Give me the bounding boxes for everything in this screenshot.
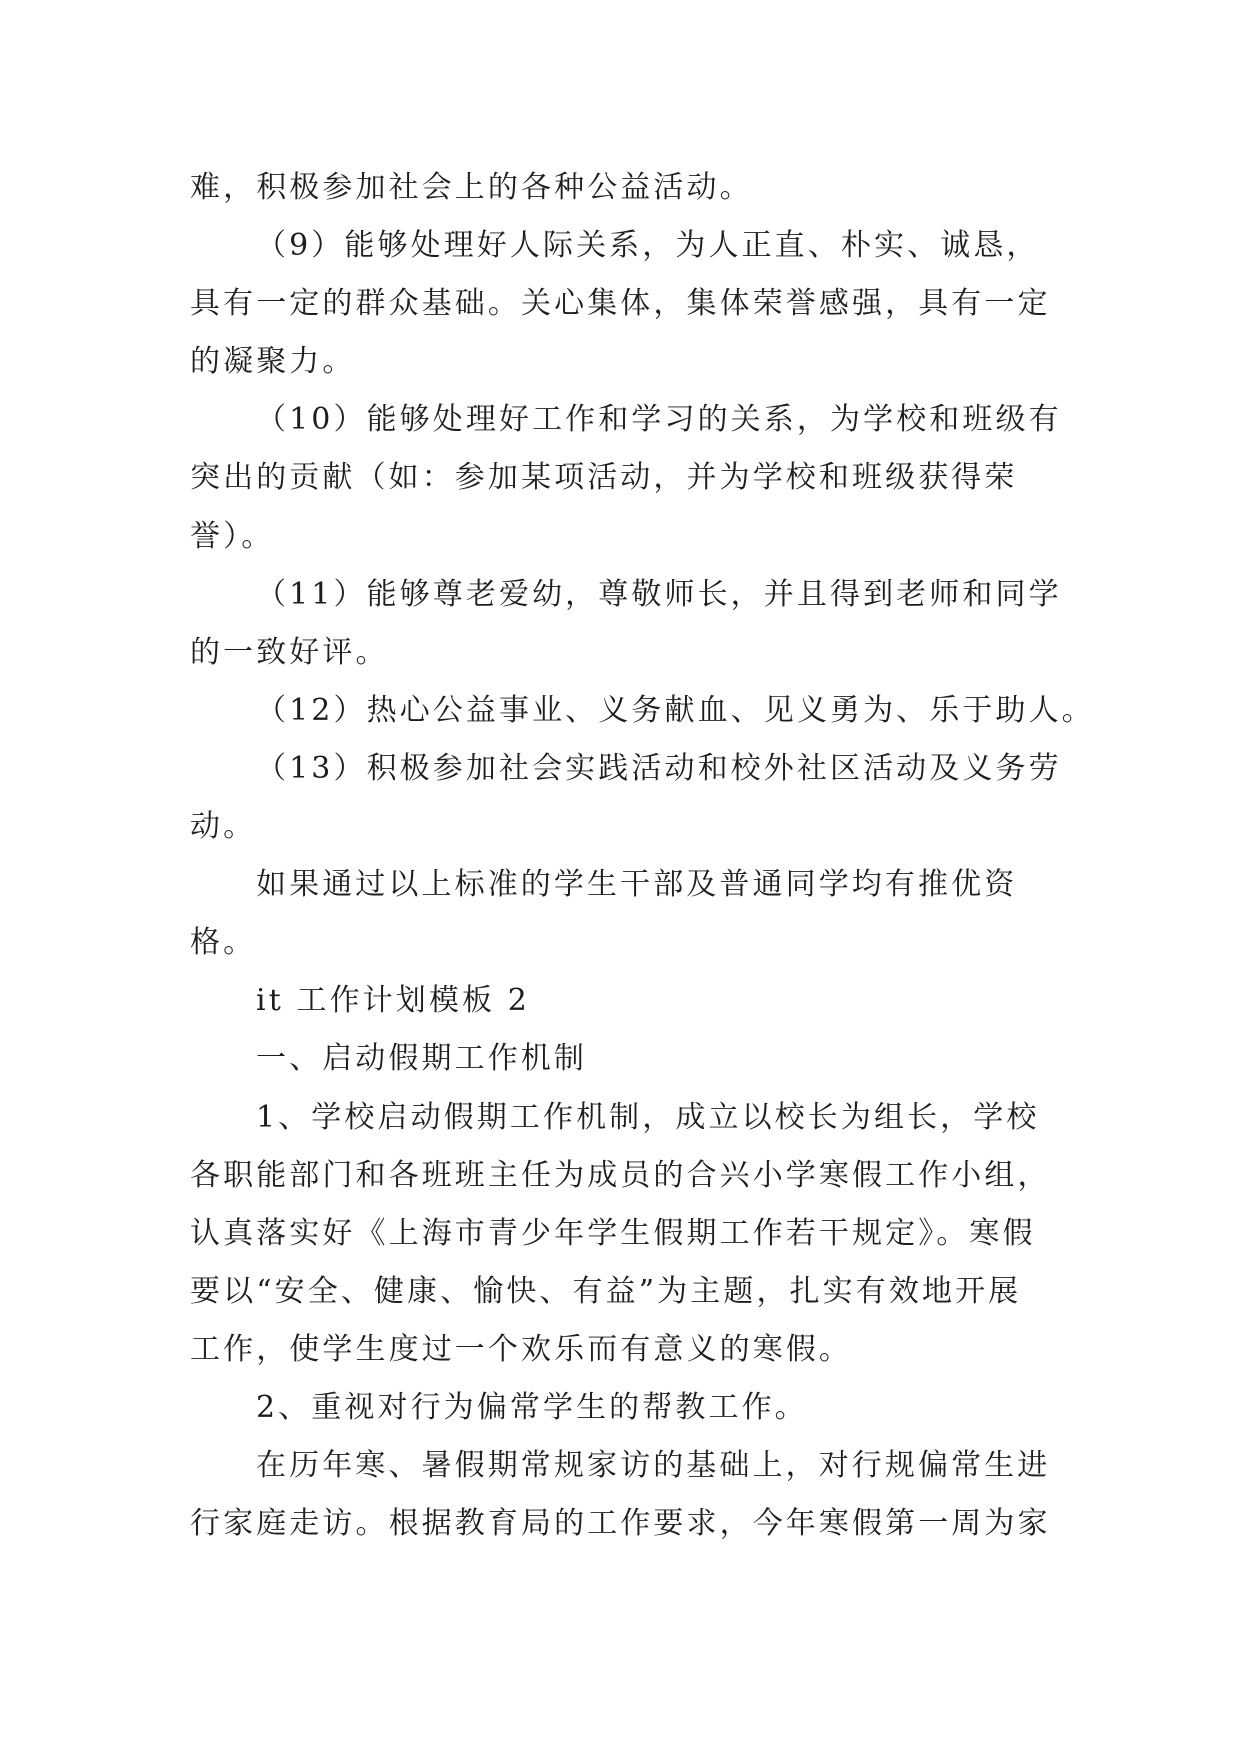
text-line: （11）能够尊老爱幼，尊敬师长，并且得到老师和同学 bbox=[256, 576, 1062, 612]
paragraph-point-2 bbox=[190, 1379, 1091, 1437]
text-line: 工作，使学生度过一个欢乐而有意义的寒假。 bbox=[190, 1331, 852, 1367]
text-line: 动。 bbox=[190, 809, 257, 845]
section-title: it 工作计划模板 2 bbox=[256, 983, 530, 1019]
paragraph-conclusion bbox=[190, 856, 1091, 972]
text-line: 要以“安全、健康、愉快、有益”为主题，扎实有效地开展 bbox=[190, 1273, 1022, 1309]
paragraph-item-10 bbox=[190, 391, 1091, 565]
text-line: 各职能部门和各班班主任为成员的合兴小学寒假工作小组， bbox=[190, 1157, 1051, 1193]
paragraph-item-11 bbox=[190, 566, 1091, 682]
text-line: 在历年寒、暑假期常规家访的基础上，对行规偏常生进 bbox=[256, 1448, 1051, 1484]
text-line: 格。 bbox=[190, 925, 257, 961]
text-line: 突出的贡献（如：参加某项活动，并为学校和班级获得荣 bbox=[190, 460, 1018, 496]
text-line: 的一致好评。 bbox=[190, 634, 389, 670]
text-line: 的凝聚力。 bbox=[190, 344, 356, 380]
paragraph-item-12 bbox=[190, 682, 1095, 740]
text-line: 誉）。 bbox=[190, 518, 275, 554]
section-heading bbox=[190, 972, 1091, 1030]
subsection-title: 一、启动假期工作机制 bbox=[256, 1041, 587, 1077]
text-line: 行家庭走访。根据教育局的工作要求，今年寒假第一周为家 bbox=[190, 1506, 1051, 1542]
text-line: 认真落实好《上海市青少年学生假期工作若干规定》。寒假 bbox=[190, 1215, 1036, 1251]
text-line: 1、学校启动假期工作机制，成立以校长为组长，学校 bbox=[256, 1099, 1040, 1135]
text-line: （13）积极参加社会实践活动和校外社区活动及义务劳 bbox=[256, 750, 1062, 786]
paragraph-continuation bbox=[190, 159, 1091, 217]
paragraph-item-13 bbox=[190, 740, 1091, 856]
text-line: （10）能够处理好工作和学习的关系，为学校和班级有 bbox=[256, 402, 1062, 438]
text-line: 如果通过以上标准的学生干部及普通同学均有推优资 bbox=[256, 867, 1018, 903]
paragraph-point-1 bbox=[190, 1089, 1091, 1379]
paragraph-home-visits bbox=[190, 1437, 1091, 1553]
text-line: 具有一定的群众基础。关心集体，集体荣誉感强，具有一定 bbox=[190, 286, 1051, 322]
section-subheading bbox=[190, 1030, 1091, 1088]
paragraph-item-9 bbox=[190, 217, 1091, 391]
text-line: 2、重视对行为偏常学生的帮教工作。 bbox=[256, 1389, 808, 1425]
text-line: 难，积极参加社会上的各种公益活动。 bbox=[190, 170, 753, 205]
text-line: （9）能够处理好人际关系，为人正直、朴实、诚恳， bbox=[256, 228, 1040, 264]
text-line: （12）热心公益事业、义务献血、见义勇为、乐于助人。 bbox=[256, 692, 1095, 728]
